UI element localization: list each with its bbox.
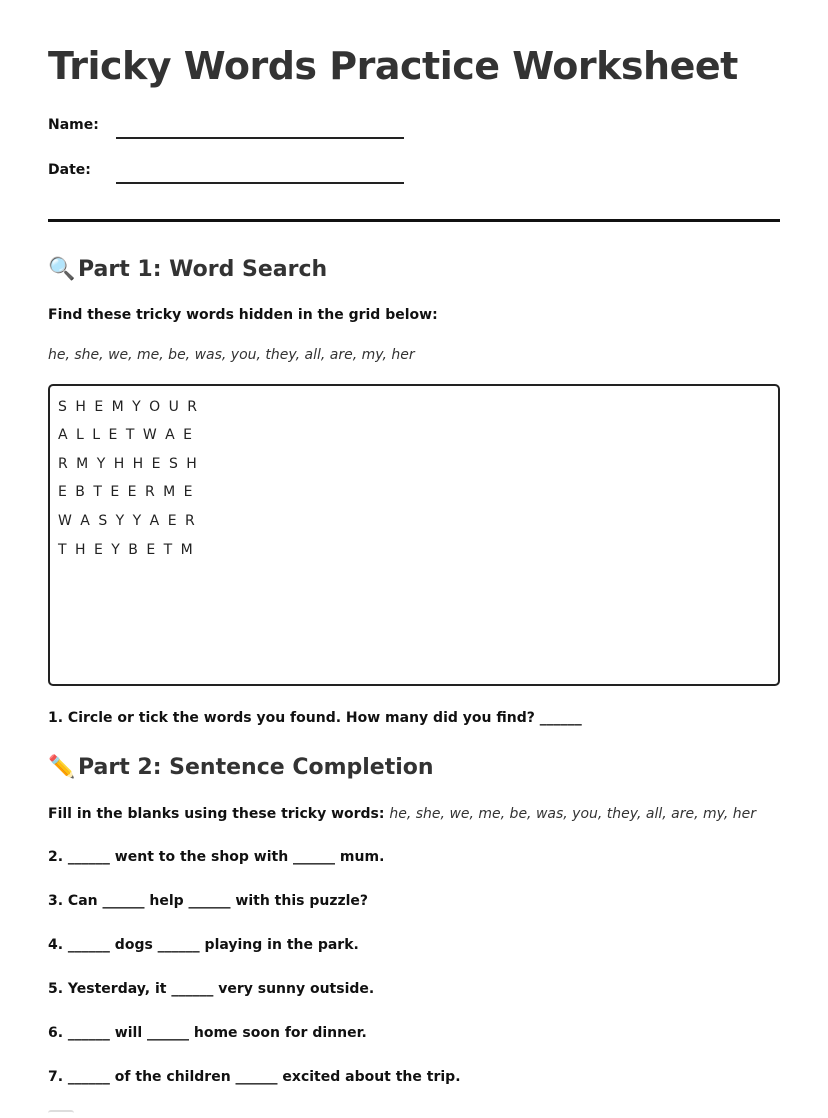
header-divider bbox=[48, 219, 780, 222]
sentence-item: 4. ______ dogs ______ playing in the park. bbox=[48, 937, 359, 953]
part2-heading bbox=[48, 755, 434, 780]
grid-row: R M Y H H E S H bbox=[58, 456, 199, 472]
grid-row: S H E M Y O U R bbox=[58, 399, 200, 415]
part1-word-list: he, she, we, me, be, was, you, they, all, are, my, her bbox=[48, 347, 415, 363]
sentence-item: 2. ______ went to the shop with ______ mum. bbox=[48, 849, 385, 865]
part2-instruction-words: he, she, we, me, be, was, you, they, all, are, my, her bbox=[389, 806, 756, 822]
part2-instruction bbox=[48, 806, 756, 822]
part1-heading bbox=[48, 257, 327, 282]
date-field-line[interactable] bbox=[116, 182, 404, 184]
grid-row: E B T E E R M E bbox=[58, 484, 195, 500]
next-section-icon bbox=[48, 1110, 74, 1118]
part1-heading-text: Part 1: Word Search bbox=[78, 257, 328, 282]
sentence-item: 3. Can ______ help ______ with this puzzle? bbox=[48, 893, 369, 909]
word-search-grid bbox=[48, 384, 780, 686]
grid-row: T H E Y B E T M bbox=[58, 542, 195, 558]
grid-row: A L L E T W A E bbox=[58, 427, 194, 443]
date-label: Date: bbox=[48, 162, 91, 178]
part1-instruction: Find these tricky words hidden in the grid below: bbox=[48, 307, 438, 323]
page-title: Tricky Words Practice Worksheet bbox=[48, 44, 738, 88]
part2-instruction-prefix: Fill in the blanks using these tricky words: bbox=[48, 806, 385, 822]
name-field-line[interactable] bbox=[116, 137, 404, 139]
magnifying-glass-icon: 🔍 bbox=[48, 257, 76, 282]
part2-heading-text: Part 2: Sentence Completion bbox=[78, 755, 434, 780]
pencil-icon: ✏️ bbox=[48, 755, 76, 780]
question-1: 1. Circle or tick the words you found. How many did you find? ______ bbox=[48, 710, 582, 726]
sentence-item: 7. ______ of the children ______ excited about the trip. bbox=[48, 1069, 461, 1085]
name-label: Name: bbox=[48, 117, 99, 133]
grid-row: W A S Y Y A E R bbox=[58, 513, 197, 529]
sentence-item: 6. ______ will ______ home soon for dinner. bbox=[48, 1025, 367, 1041]
sentence-item: 5. Yesterday, it ______ very sunny outside. bbox=[48, 981, 375, 997]
